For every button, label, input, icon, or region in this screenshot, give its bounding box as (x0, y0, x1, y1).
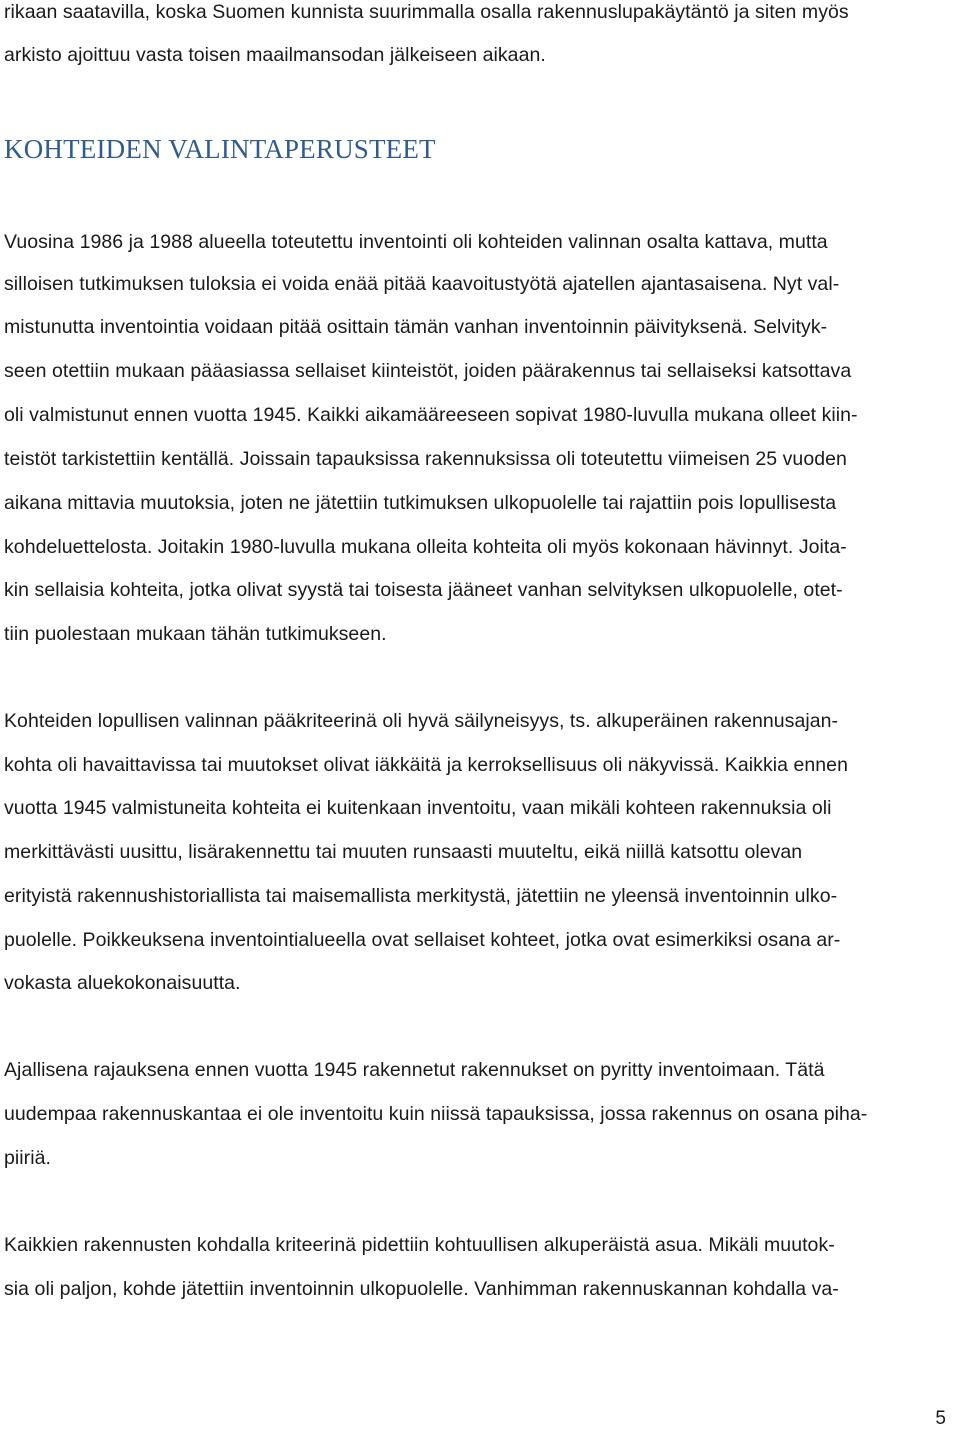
page-number: 5 (935, 1408, 946, 1429)
paragraph1-line-8: kohdeluettelosta. Joitakin 1980-luvulla mukana olleita kohteita oli myös kokonaan hävinnyt. Joita- (4, 536, 847, 558)
paragraph1-line-1: Vuosina 1986 ja 1988 alueella toteutettu inventointi oli kohteiden valinnan osalta kattava, mutta (4, 231, 828, 253)
paragraph3-line-2: uudempaa rakennuskantaa ei ole inventoitu kuin niissä tapauksissa, jossa rakennus on osana piha- (4, 1103, 868, 1125)
paragraph1-line-4: seen otettiin mukaan pääasiassa sellaiset kiinteistöt, joiden päärakennus tai sellaiseksi katsottava (4, 360, 852, 382)
intro-line-1: rikaan saatavilla, koska Suomen kunnista suurimmalla osalla rakennuslupakäytäntö ja siten myös (4, 1, 849, 23)
paragraph1-line-9: kin sellaisia kohteita, jotka olivat syystä tai toisesta jääneet vanhan selvityksen ulkopuolelle, otet- (4, 579, 843, 601)
paragraph2-line-1: Kohteiden lopullisen valinnan pääkriteerinä oli hyvä säilyneisyys, ts. alkuperäinen rakennusajan- (4, 710, 839, 732)
paragraph1-line-3: mistunutta inventointia voidaan pitää osittain tämän vanhan inventoinnin päivityksenä. Selvityk- (4, 316, 828, 338)
paragraph1-line-10: tiin puolestaan mukaan tähän tutkimukseen. (4, 623, 387, 645)
paragraph3-line-1: Ajallisena rajauksena ennen vuotta 1945 rakennetut rakennukset on pyritty inventoimaan. Tätä (4, 1059, 825, 1081)
paragraph3-line-3: piiriä. (4, 1147, 51, 1169)
paragraph1-line-2: silloisen tutkimuksen tuloksia ei voida enää pitää kaavoitustyötä ajatellen ajantasaisena. Nyt val- (4, 273, 840, 295)
paragraph2-line-2: kohta oli havaittavissa tai muutokset olivat iäkkäitä ja kerroksellisuus oli näkyvissä. Kaikkia ennen (4, 754, 848, 776)
intro-line-2: arkisto ajoittuu vasta toisen maailmansodan jälkeiseen aikaan. (4, 44, 546, 66)
section-heading: KOHTEIDEN VALINTAPERUSTEET (4, 134, 436, 164)
paragraph1-line-5: oli valmistunut ennen vuotta 1945. Kaikki aikamääreeseen sopivat 1980-luvulla mukana olleet kiin- (4, 404, 858, 426)
paragraph2-line-3: vuotta 1945 valmistuneita kohteita ei kuitenkaan inventoitu, vaan mikäli kohteen rakennuksia oli (4, 797, 832, 819)
paragraph2-line-7: vokasta aluekokonaisuutta. (4, 972, 241, 994)
paragraph4-line-1: Kaikkien rakennusten kohdalla kriteerinä pidettiin kohtuullisen alkuperäistä asua. Mikäli muutok- (4, 1234, 835, 1256)
paragraph2-line-6: puolelle. Poikkeuksena inventointialueella ovat sellaiset kohteet, jotka ovat esimerkiksi osana ar- (4, 929, 841, 951)
paragraph4-line-2: sia oli paljon, kohde jätettiin inventoinnin ulkopuolelle. Vanhimman rakennuskannan kohdalla va- (4, 1278, 839, 1300)
paragraph1-line-7: aikana mittavia muutoksia, joten ne jätettiin tutkimuksen ulkopuolelle tai rajattiin pois lopullisesta (4, 492, 837, 514)
paragraph2-line-5: erityistä rakennushistoriallista tai maisemallista merkitystä, jätettiin ne yleensä inventoinnin ulko- (4, 885, 838, 907)
paragraph2-line-4: merkittävästi uusittu, lisärakennettu tai muuten runsaasti muuteltu, eikä niillä katsottu olevan (4, 841, 803, 863)
paragraph1-line-6: teistöt tarkistettiin kentällä. Joissain tapauksissa rakennuksissa oli toteutettu viimeisen 25 vuoden (4, 448, 847, 470)
